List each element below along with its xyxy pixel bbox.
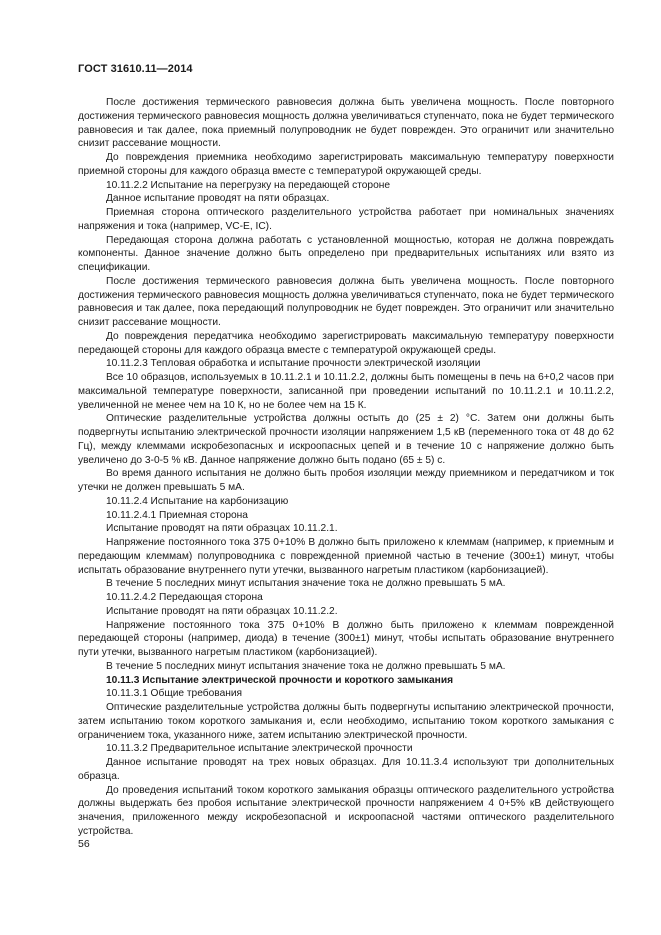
paragraph: Напряжение постоянного тока 375 0+10% В должно быть приложено к клеммам поврежденной передающей стороны (например, диода) в течение (300±1) минут, чтобы испытать образование внутреннего пути утечки, вызванного нагретым пластиком (карбонизацией). — [78, 619, 614, 658]
paragraph: Напряжение постоянного тока 375 0+10% В должно быть приложено к клеммам (например, к приемным и передающим клеммам) полупроводника с поврежденной приемной частью в течение (300±1) минут, чтобы испытать образование внутреннего пути утечки, вызванного нагретым пластиком (карбонизацией). — [78, 537, 614, 576]
paragraph: Приемная сторона оптического разделительного устройства работает при номинальных значениях напряжения и тока (например, VC-E, IC). — [78, 207, 614, 232]
paragraph: Испытание проводят на пяти образцах 10.11.2.2. — [106, 605, 338, 617]
paragraph: В течение 5 последних минут испытания значение тока не должно превышать 5 мА. — [106, 660, 506, 672]
paragraph: Данное испытание проводят на пяти образцах. — [106, 193, 330, 205]
document-header: ГОСТ 31610.11—2014 — [78, 63, 193, 75]
paragraph: 10.11.2.2 Испытание на перегрузку на передающей стороне — [106, 179, 391, 191]
paragraph: Все 10 образцов, используемых в 10.11.2.1 и 10.11.2.2, должны быть помещены в печь на 6+0,2 часов при максимальной температуре поверхности, записанной при проведении испытаний по 10.11.2.1 и 10.11.2.2, увеличенной не менее чем на 10 К, но не более чем на 15 К. — [78, 372, 614, 411]
paragraph: Оптические разделительные устройства должны остыть до (25 ± 2) °С. Затем они должны быть подвергнуты испытанию электрической прочности изоляции напряжением 1,5 кВ (переменного тока от 48 до 62 Гц), между клеммами искробезопасных и искроопасных цепей и в течение 10 с напряжение должно быть увеличено до 3-0-5 % кВ. Данное напряжение должно быть подано (65 ± 5) с. — [78, 413, 614, 466]
paragraph: 10.11.2.4.2 Передающая сторона — [106, 592, 263, 603]
paragraph: До проведения испытаний током короткого замыкания образцы оптического разделительного устройства должны выдержать без пробоя испытание электрической прочности напряжением 4 0+5% кВ действующего значения, приложенного между искробезопасной и искроопасной частями оптического разделительного устройства. — [78, 784, 614, 837]
paragraph: 10.11.3.2 Предварительное испытание электрической прочности — [106, 743, 413, 755]
paragraph: 10.11.3.1 Общие требования — [106, 688, 243, 700]
paragraph: 10.11.2.4.1 Приемная сторона — [106, 509, 248, 521]
paragraph: Передающая сторона должна работать с установленной мощностью, которая не должна повреждать компоненты. Данное значение должно быть определено при предварительных испытаниях или взято из спецификации. — [78, 234, 614, 273]
paragraph: 10.11.2.3 Тепловая обработка и испытание прочности электрической изоляции — [106, 358, 481, 370]
paragraph: 10.11.2.4 Испытание на карбонизацию — [106, 495, 289, 507]
paragraph: До повреждения передатчика необходимо зарегистрировать максимальную температуру поверхности передающей стороны для каждого образца вместе с температурой окружающей среды. — [78, 330, 614, 356]
paragraph: До повреждения приемника необходимо зарегистрировать максимальную температуру поверхности приемной стороны для каждого образца вместе с температурой окружающей среды. — [78, 152, 614, 177]
paragraph: Испытание проводят на пяти образцах 10.11.2.1. — [106, 523, 338, 535]
paragraph: В течение 5 последних минут испытания значение тока не должно превышать 5 мА. — [106, 578, 506, 590]
paragraph: Оптические разделительные устройства должны быть подвергнуты испытанию электрической прочности, затем испытанию током короткого замыкания и, если необходимо, испытанию током короткого замыкания с ограничением тока, указанного ниже, затем испытанию электрической прочности. — [78, 702, 614, 741]
paragraph: После достижения термического равновесия должна быть увеличена мощность. После повторного достижения термического равновесия мощность должна увеличиваться ступенчато, пока не будет термического равновесия и так далее, пока приемный полупроводник не будет поврежден. Это ограничит или значительно снизит рассевание мощности. — [78, 97, 614, 150]
section-heading: 10.11.3 Испытание электрической прочности и короткого замыкания — [106, 674, 454, 686]
paragraph: После достижения термического равновесия должна быть увеличена мощность. После повторного достижения термического равновесия мощность должна увеличиваться ступенчато, пока не будет термического равновесия и так далее, пока передающий полупроводник не будет поврежден. Это ограничит или значительно снизит рассевание мощности. — [78, 275, 614, 328]
paragraph: Во время данного испытания не должно быть пробоя изоляции между приемником и передатчиком и ток утечки не должен превышать 5 мА. — [78, 468, 614, 493]
document-body — [78, 96, 614, 839]
page-number: 56 — [78, 838, 90, 850]
paragraph: Данное испытание проводят на трех новых образцах. Для 10.11.3.4 используют три дополнительных образца. — [78, 757, 614, 782]
